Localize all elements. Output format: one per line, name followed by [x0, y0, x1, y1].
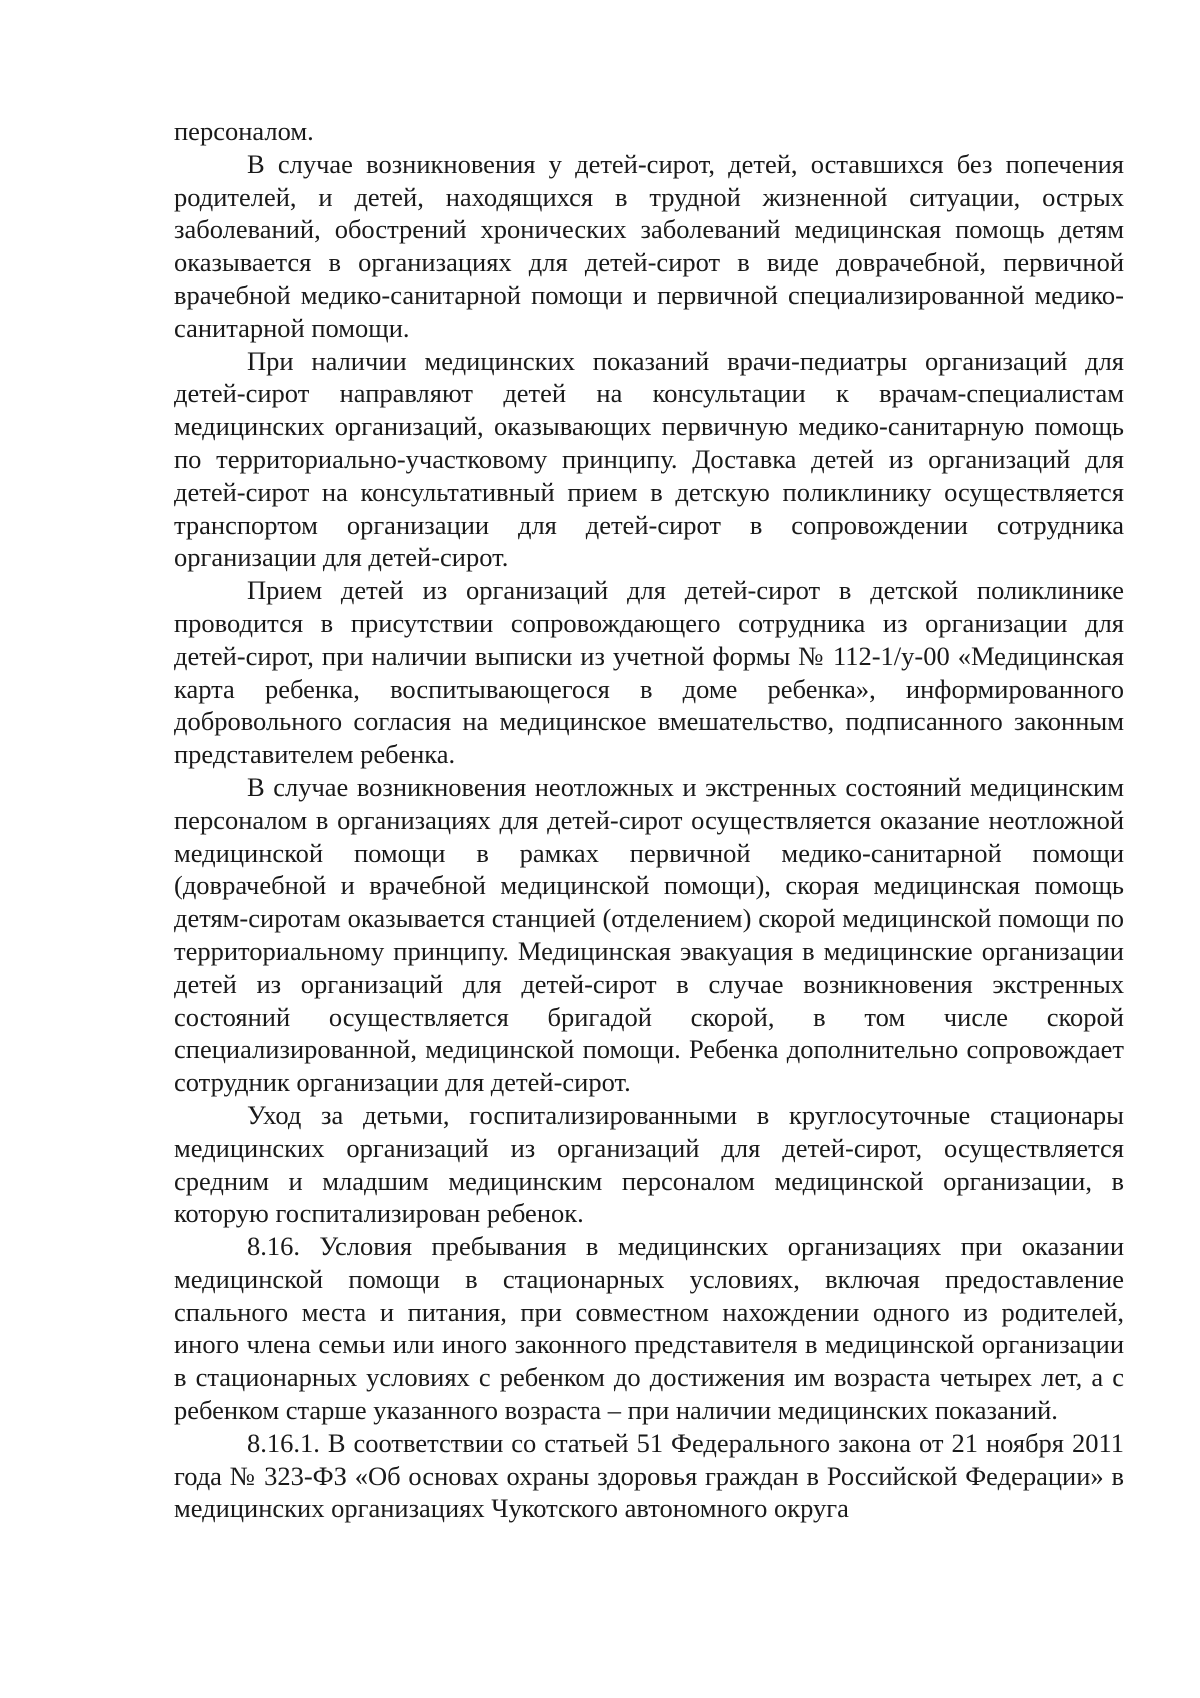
paragraph-continuation: персоналом. — [174, 116, 314, 146]
document-body — [174, 115, 1124, 1525]
paragraph-specialist-referral: При наличии медицинских показаний врачи-педиатры организаций для детей-сирот направляют детей на консультации к врачам-специалистам медицинских организаций, оказывающих первичную медико-санитарную помощь по территориально-участковому принципу. Доставка детей из организаций для детей-сирот на консультативный прием в детскую поликлинику осуществляется транспортом организации для детей-сирот в сопровождении сотрудника организации для детей-сирот. — [174, 345, 1124, 573]
paragraph-section-8-16-1: 8.16.1. В соответствии со статьей 51 Федерального закона от 21 ноября 2011 года № 323-ФЗ «Об основах охраны здоровья граждан в Российской Федерации» в медицинских организациях Чукотского автономного округа — [174, 1427, 1124, 1524]
paragraph-orphans-acute-illness: В случае возникновения у детей-сирот, детей, оставшихся без попечения родителей, и детей, находящихся в трудной жизненной ситуации, острых заболеваний, обострений хронических заболеваний медицинская помощь детям оказывается в организациях для детей-сирот в виде доврачебной, первичной врачебной медико-санитарной помощи и первичной специализированной медико-санитарной помощи. — [174, 148, 1124, 343]
paragraph-hospital-care: Уход за детьми, госпитализированными в круглосуточные стационары медицинских организаций из организаций для детей-сирот, осуществляется средним и младшим медицинским персоналом медицинской организации, в которую госпитализирован ребенок. — [174, 1099, 1124, 1229]
paragraph-section-8-16: 8.16. Условия пребывания в медицинских организациях при оказании медицинской помощи в стационарных условиях, включая предоставление спального места и питания, при совместном нахождении одного из родителей, иного члена семьи или иного законного представителя в медицинской организации в стационарных условиях с ребенком до достижения им возраста четырех лет, а с ребенком старше указанного возраста – при наличии медицинских показаний. — [174, 1231, 1124, 1426]
paragraph-polyclinic-reception: Прием детей из организаций для детей-сирот в детской поликлинике проводится в присутствии сопровождающего сотрудника из организации для детей-сирот, при наличии выписки из учетной формы № 112-1/у-00 «Медицинская карта ребенка, воспитывающегося в доме ребенка», информированного добровольного согласия на медицинское вмешательство, подписанного законным представителем ребенка. — [174, 575, 1124, 770]
paragraph-emergency-care: В случае возникновения неотложных и экстренных состояний медицинским персоналом в организациях для детей-сирот осуществляется оказание неотложной медицинской помощи в рамках первичной медико-санитарной помощи (доврачебной и врачебной медицинской помощи), скорая медицинская помощь детям-сиротам оказывается станцией (отделением) скорой медицинской помощи по территориальному принципу. Медицинская эвакуация в медицинские организации детей из организаций для детей-сирот в случае возникновения экстренных состояний осуществляется бригадой скорой, в том числе скорой специализированной, медицинской помощи. Ребенка дополнительно сопровождает сотрудник организации для детей-сирот. — [174, 771, 1124, 1098]
